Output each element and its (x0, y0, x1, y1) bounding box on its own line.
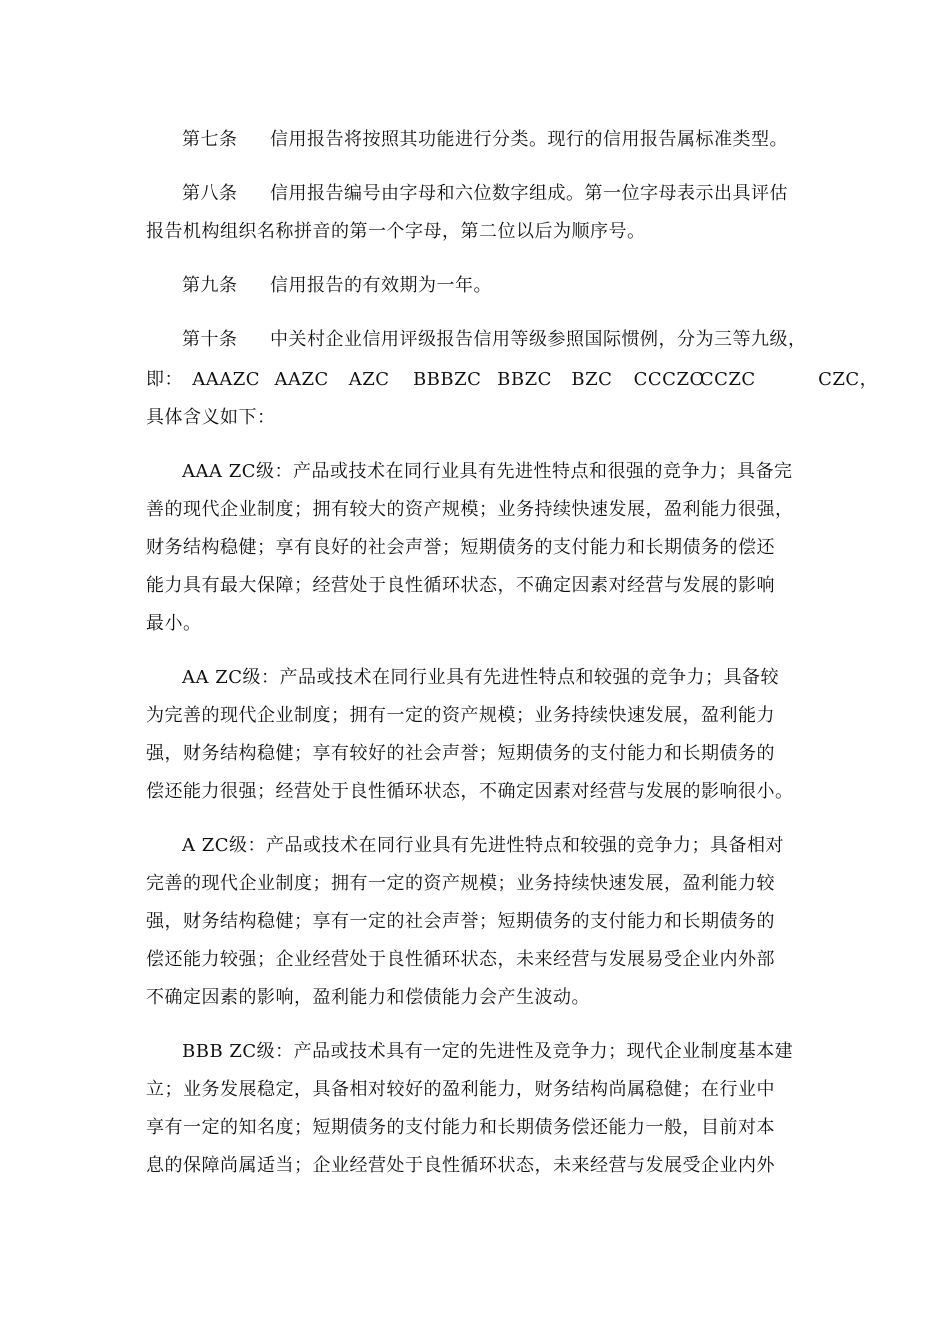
rating-codes-prefix: 即： (146, 369, 183, 390)
grade-bbb-line: 享有一定的知名度；短期债务的支付能力和长期债务偿还能力一般，目前对本 (146, 1117, 775, 1138)
grade-bbb-line: 息的保障尚属适当；企业经营处于良性循环状态，未来经营与发展受企业内外 (146, 1155, 775, 1176)
grade-aaa-line: 最小。 (146, 613, 202, 634)
rating-code: CZC， (818, 369, 879, 390)
grade-aa-line: 强，财务结构稳健；享有较好的社会声誉；短期债务的支付能力和长期债务的 (146, 743, 775, 764)
article-10-text-line-1: 中关村企业信用评级报告信用等级参照国际惯例，分为三等九级， (270, 329, 807, 350)
grade-bbb-line: BBB ZC级：产品或技术具有一定的先进性及竞争力；现代企业制度基本建 (182, 1041, 794, 1062)
grade-aaa-line: 善的现代企业制度；拥有较大的资产规模；业务持续快速发展，盈利能力很强， (146, 499, 794, 520)
rating-code: BBZC (497, 369, 552, 390)
grade-a-line: 偿还能力较强；企业经营处于良性循环状态，未来经营与发展易受企业内外部 (146, 949, 775, 970)
article-9-paragraph (182, 274, 862, 298)
grade-aaa-line: 能力具有最大保障；经营处于良性循环状态，不确定因素对经营与发展的影响 (146, 575, 775, 596)
rating-code: AAAZC (192, 369, 261, 390)
article-10-label: 第十条 (182, 329, 238, 350)
grade-a-line: 不确定因素的影响，盈利能力和偿债能力会产生波动。 (146, 987, 590, 1008)
grade-a-line: 完善的现代企业制度；拥有一定的资产规模；业务持续快速发展，盈利能力较 (146, 873, 775, 894)
grade-aaa-line: 财务结构稳健；享有良好的社会声誉；短期债务的支付能力和长期债务的偿还 (146, 537, 775, 558)
article-7-paragraph (182, 128, 862, 152)
grade-a-line: A ZC级：产品或技术在同行业具有先进性特点和较强的竞争力；具备相对 (182, 835, 784, 856)
article-8-label: 第八条 (182, 183, 238, 204)
rating-code: AAZC (274, 369, 329, 390)
grade-aa-line: 为完善的现代企业制度；拥有一定的资产规模；业务持续快速发展，盈利能力 (146, 705, 775, 726)
article-9-text: 信用报告的有效期为一年。 (270, 275, 492, 296)
grade-aa-line: 偿还能力很强；经营处于良性循环状态，不确定因素对经营与发展的影响很小。 (146, 781, 794, 802)
grade-a-line: 强，财务结构稳健；享有一定的社会声誉；短期债务的支付能力和长期债务的 (146, 911, 775, 932)
rating-code: AZC (348, 369, 390, 390)
article-10-paragraph (182, 328, 862, 352)
rating-code: CCZC (699, 369, 756, 390)
grade-bbb-line: 立；业务发展稳定，具备相对较好的盈利能力，财务结构尚属稳健；在行业中 (146, 1079, 775, 1100)
grade-aaa-line: AAA ZC级：产品或技术在同行业具有先进性特点和很强的竞争力；具备完 (182, 461, 793, 482)
rating-code: CCCZC (633, 369, 704, 390)
article-8-text-line-2: 报告机构组织名称拼音的第一个字母，第二位以后为顺序号。 (146, 221, 646, 242)
article-8-text-line-1: 信用报告编号由字母和六位数字组成。第一位字母表示出具评估 (270, 183, 788, 204)
article-8-paragraph (182, 182, 862, 206)
article-9-label: 第九条 (182, 275, 238, 296)
article-10-text-line-3: 具体含义如下： (146, 407, 276, 428)
article-7-label: 第七条 (182, 129, 238, 150)
article-7-text: 信用报告将按照其功能进行分类。现行的信用报告属标准类型。 (270, 129, 788, 150)
rating-codes-line (146, 368, 879, 392)
rating-code: BZC (571, 369, 613, 390)
rating-code: BBBZC (412, 369, 482, 390)
grade-aa-line: AA ZC级：产品或技术在同行业具有先进性特点和较强的竞争力；具备较 (182, 667, 779, 688)
